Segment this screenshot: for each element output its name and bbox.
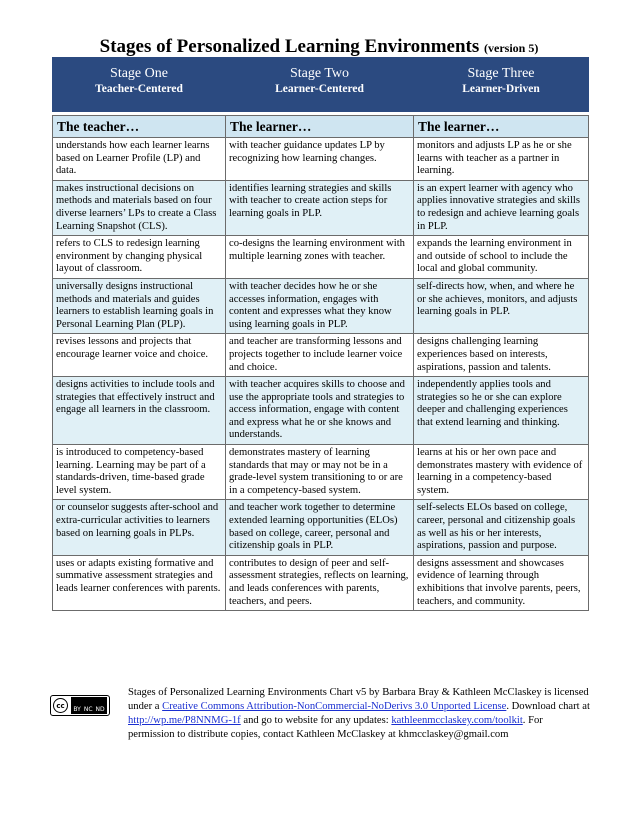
- table-cell: with teacher acquires skills to choose and use the appropriate tools and strategies to access information, engage with content and express what he or she knows and understands.: [226, 377, 414, 445]
- badge-nd: ND: [95, 706, 105, 713]
- table-row: [53, 334, 589, 377]
- footer-text: Stages of Personalized Learning Environments Chart v5 by Barbara Bray & Kathleen McClaskey is licensed under a: [128, 687, 589, 712]
- role-header-cell: The learner…: [226, 116, 414, 138]
- creative-commons-badge: [50, 695, 110, 716]
- badge-by: BY: [73, 706, 81, 713]
- table-cell: makes instructional decisions on methods and materials based on four diverse learners’ LPs to create a Class Learning Snapshot (CLS).: [53, 180, 226, 235]
- table-cell: designs assessment and showcases evidence of learning through exhibitions that involve parents, peers, teachers, and community.: [414, 555, 589, 610]
- stage-subtitle: Learner-Driven: [462, 83, 540, 95]
- table-row: [53, 377, 589, 445]
- table-cell: designs activities to include tools and strategies that effectively instruct and engage all learners in the classroom.: [53, 377, 226, 445]
- stage-subtitle: Learner-Centered: [275, 83, 364, 95]
- footer-text: and go to website for any updates:: [240, 715, 392, 726]
- page-title: [0, 36, 638, 58]
- stage-two-header: [226, 58, 414, 112]
- stage-three-header: [414, 58, 589, 112]
- table-cell: with teacher guidance updates LP by recognizing how learning changes.: [226, 138, 414, 181]
- table-row: [53, 555, 589, 610]
- table-cell: with teacher decides how he or she accesses information, engages with content and expresses what they know using learning goals in PLP.: [226, 278, 414, 333]
- table-cell: learns at his or her own pace and demonstrates mastery with evidence of learning in a competency-based system.: [414, 445, 589, 500]
- license-link[interactable]: Creative Commons Attribution-NonCommercial-NoDerivs 3.0 Unported License: [162, 701, 507, 712]
- table-row: [53, 278, 589, 333]
- table-cell: demonstrates mastery of learning standards that may or may not be in a grade-level system transitioning to or are in a competency-based system.: [226, 445, 414, 500]
- stage-one-header: [53, 58, 226, 112]
- table-cell: refers to CLS to redesign learning environment by changing physical layout of classroom.: [53, 236, 226, 279]
- badge-nc: NC: [83, 706, 93, 713]
- stage-header-row: [53, 58, 589, 112]
- by-nc-nd-icon: [71, 697, 107, 714]
- title-version: (version 5): [484, 41, 539, 55]
- license-text: [128, 686, 590, 742]
- table-row: [53, 445, 589, 500]
- table-cell: or counselor suggests after-school and extra-curricular activities to learners based on learning goals in PLPs.: [53, 500, 226, 555]
- table-cell: revises lessons and projects that encourage learner voice and choice.: [53, 334, 226, 377]
- title-main: Stages of Personalized Learning Environments: [99, 36, 480, 57]
- table-cell: uses or adapts existing formative and summative assessment strategies and leads learner conferences with parents.: [53, 555, 226, 610]
- table-cell: designs challenging learning experiences based on interests, aspirations, passion and talents.: [414, 334, 589, 377]
- footer-text: . Download chart at: [506, 701, 590, 712]
- table-cell: and teacher work together to determine extended learning opportunities (ELOs) based on college, career, personal and citizenship goals in PLP.: [226, 500, 414, 555]
- stage-name: Stage One: [110, 66, 168, 81]
- table-cell: understands how each learner learns based on Learner Profile (LP) and data.: [53, 138, 226, 181]
- footer-text: . For permission to distribute copies, contact Kathleen McClaskey at khmcclaskey@gmail.com: [128, 715, 543, 740]
- table-cell: self-directs how, when, and where he or she achieves, monitors, and adjusts learning goals in PLP.: [414, 278, 589, 333]
- stage-subtitle: Teacher-Centered: [95, 83, 183, 95]
- stage-name: Stage Three: [467, 66, 535, 81]
- role-header-cell: The learner…: [414, 116, 589, 138]
- table-cell: is introduced to competency-based learning. Learning may be part of a standards-driven, time-based grade level system.: [53, 445, 226, 500]
- table-row: [53, 180, 589, 235]
- table-cell: self-selects ELOs based on college, career, personal and citizenship goals as well as his or her interests, aspirations, passion and purpose.: [414, 500, 589, 555]
- table-cell: contributes to design of peer and self-assessment strategies, reflects on learning, and leads conferences with parents, teachers, and peers.: [226, 555, 414, 610]
- table-row: [53, 138, 589, 181]
- table-row: [53, 500, 589, 555]
- table-cell: independently applies tools and strategies so he or she can explore deeper and challenging experiences that extend learning and thinking.: [414, 377, 589, 445]
- footer: [50, 686, 590, 766]
- role-header-row: [53, 116, 589, 138]
- table-cell: monitors and adjusts LP as he or she learns with teacher as a partner in learning.: [414, 138, 589, 181]
- cc-icon: cc: [53, 698, 68, 713]
- table-cell: is an expert learner with agency who applies innovative strategies and skills to redesign and achieve learning goals in PLP.: [414, 180, 589, 235]
- chart-download-link[interactable]: http://wp.me/P8NNMG-1f: [128, 715, 241, 726]
- website-link[interactable]: kathleenmcclaskey.com/toolkit: [391, 715, 523, 726]
- table-cell: identifies learning strategies and skills with teacher to create action steps for learning goals in PLP.: [226, 180, 414, 235]
- table-cell: and teacher are transforming lessons and projects together to include learner voice and choice.: [226, 334, 414, 377]
- stage-name: Stage Two: [289, 66, 350, 81]
- table-cell: co-designs the learning environment with multiple learning zones with teacher.: [226, 236, 414, 279]
- stages-table: [52, 57, 589, 611]
- role-header-cell: The teacher…: [53, 116, 226, 138]
- table-cell: expands the learning environment in and outside of school to include the local and global community.: [414, 236, 589, 279]
- table-row: [53, 236, 589, 279]
- table-cell: universally designs instructional methods and materials and guides learners to establish learning goals in Personal Learning Plan (PLP).: [53, 278, 226, 333]
